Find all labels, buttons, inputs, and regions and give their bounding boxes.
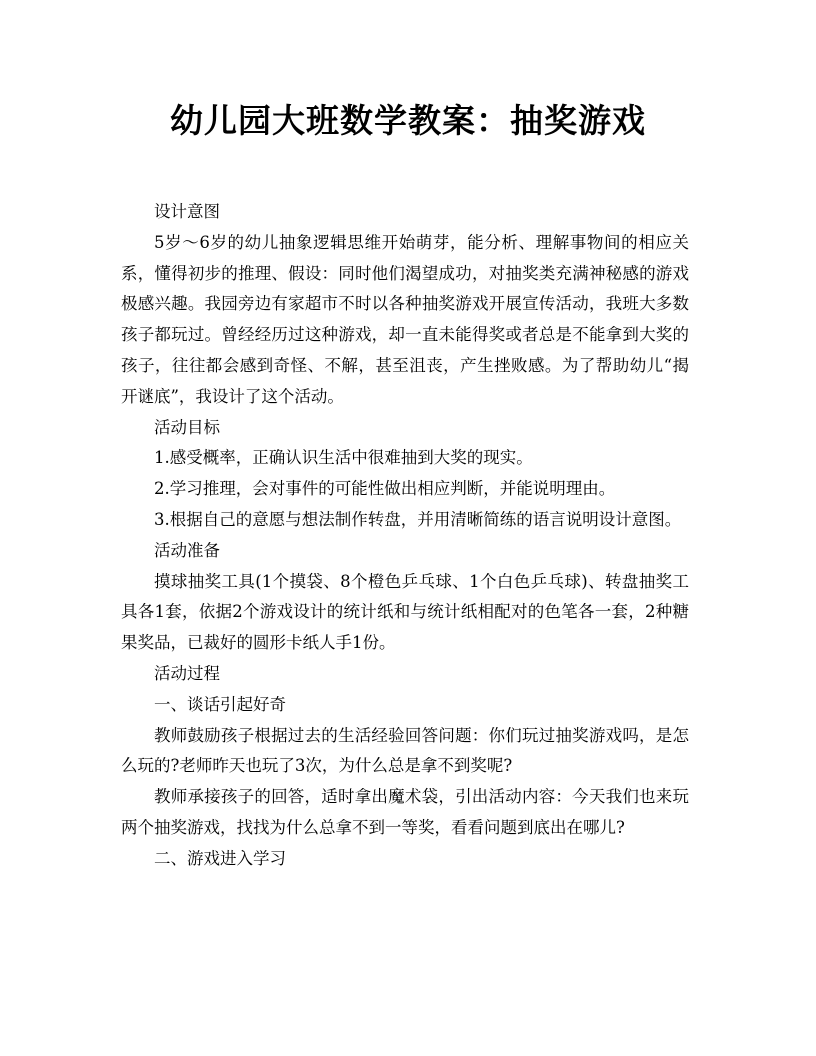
document-body xyxy=(121,197,689,875)
paragraph-step-1-b: 教师承接孩子的回答，适时拿出魔术袋，引出活动内容：今天我们也来玩两个抽奖游戏，找找为什么总拿不到一等奖，看看问题到底出在哪儿? xyxy=(121,787,689,837)
section-heading-process: 活动过程 xyxy=(154,663,220,683)
document-title: 幼儿园大班数学教案：抽奖游戏 xyxy=(170,101,646,140)
section-heading-preparation: 活动准备 xyxy=(154,540,220,560)
section-heading-design-intent: 设计意图 xyxy=(154,202,220,221)
paragraph-design-intent: 5岁～6岁的幼儿抽象逻辑思维开始萌芽，能分析、理解事物间的相应关系，懂得初步的推理、假设：同时他们渴望成功，对抽奖类充满神秘感的游戏极感兴趣。我园旁边有家超市不时以各种抽奖游戏开展宣传活动，我班大多数孩子都玩过。曾经经历过这种游戏，却一直未能得奖或者总是不能拿到大奖的孩子，往往都会感到奇怪、不解，甚至沮丧，产生挫败感。为了帮助幼儿“揭开谜底”，我设计了这个活动。 xyxy=(121,232,689,406)
objective-item-3: 3.根据自己的意愿与想法制作转盘，并用清晰简练的语言说明设计意图。 xyxy=(154,509,682,529)
subheading-step-1: 一、谈话引起好奇 xyxy=(154,694,286,714)
paragraph-step-1-a: 教师鼓励孩子根据过去的生活经验回答问题：你们玩过抽奖游戏吗，是怎么玩的?老师昨天也玩了3次，为什么总是拿不到奖呢? xyxy=(121,725,689,776)
objective-item-2: 2.学习推理，会对事件的可能性做出相应判断，并能说明理由。 xyxy=(154,479,616,499)
paragraph-preparation: 摸球抽奖工具(1个摸袋、8个橙色乒乓球、1个白色乒乓球)、转盘抽奖工具各1套，依据2个游戏设计的统计纸和与统计纸相配对的色笔各一套，2种糖果奖品，已裁好的圆形卡纸人手1份。 xyxy=(121,571,689,653)
objective-item-1: 1.感受概率，正确认识生活中很难抽到大奖的现实。 xyxy=(154,448,533,468)
subheading-step-2: 二、游戏进入学习 xyxy=(154,848,286,868)
section-heading-objectives: 活动目标 xyxy=(154,417,220,437)
